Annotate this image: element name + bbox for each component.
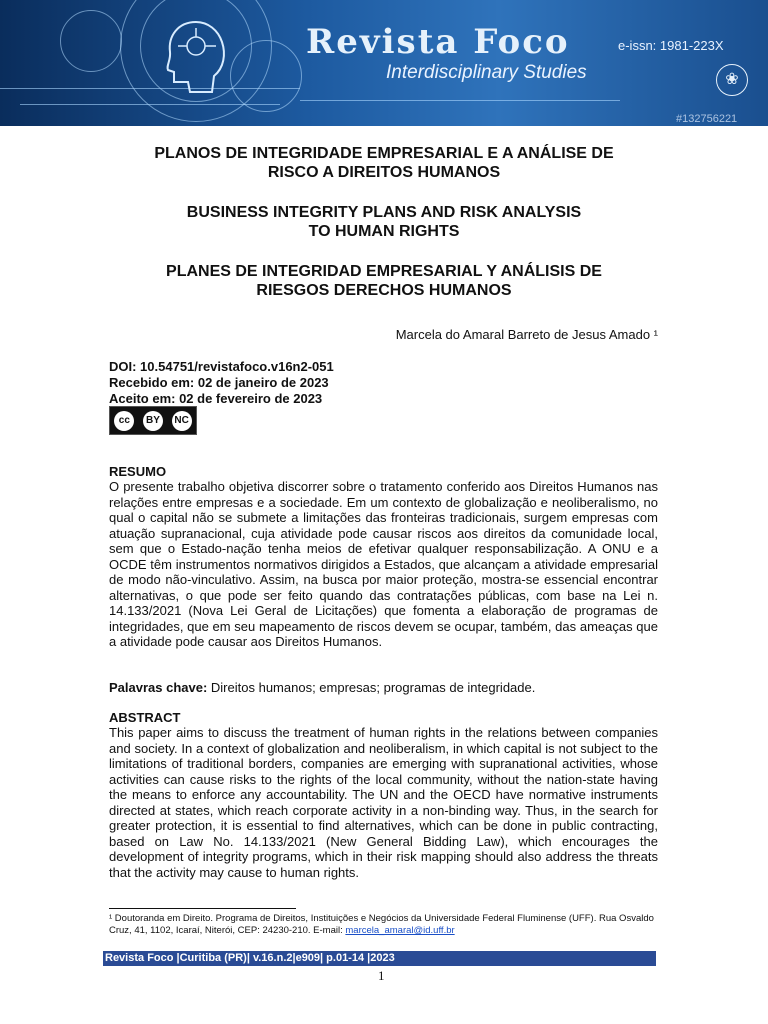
resumo-heading: RESUMO (109, 464, 167, 479)
abstract-heading: ABSTRACT (109, 710, 181, 725)
brain-head-icon (160, 16, 232, 96)
journal-title: Revista Foco (306, 22, 570, 62)
title-line: PLANES DE INTEGRIDAD EMPRESARIAL Y ANÁLISIS DE (166, 263, 602, 280)
resumo-text: O presente trabalho objetiva discorrer sobre o tratamento conferido aos Direitos Humanos nas relações entre empresas e a sociedade. Em um contexto de globalização e neoliberalismo, no qual o capital não se submete a limitações das fronteiras tradicionais, surgem empresas com atuação supranacional, cuja atividade pode causar riscos aos direitos da comunidade local, sem que o Estado-nação tenha meios de efetivar qualquer responsabilização. A ONU e a OCDE têm instrumentos normativos dirigidos a Estados, que alcançam a atividade empresarial de modo não-vinculativo. Assim, na busca por maior proteção, mostra-se essencial encontrar alternativas, o que pode ser feito quando das contratações públicas, com base na Lei n. 14.133/2021 (Nova Lei Geral de Licitações) que fomenta a elaboração de programas de integridades, que em seu mapeamento de riscos devem se ocupar, também, das ameaças que a atividade pode causar aos Direitos Humanos. (109, 479, 658, 649)
footnote-divider (109, 908, 296, 909)
article-metadata (109, 359, 334, 407)
title-portuguese (108, 144, 660, 182)
cc-icon: cc (114, 411, 134, 431)
title-line: BUSINESS INTEGRITY PLANS AND RISK ANALYSIS (186, 204, 582, 221)
decorative-line (20, 104, 280, 105)
decorative-line (0, 88, 300, 89)
footnote-text: ¹ Doutoranda em Direito. Programa de Direitos, Instituições e Negócios da Universidade Federal Fluminense (UFF). Rua Osvaldo Cruz, 41, 1102, Icaraí, Niterói, CEP: 24230-210. E-mail: (109, 913, 654, 936)
by-icon: BY (143, 411, 163, 431)
creative-commons-license-badge[interactable] (109, 406, 197, 435)
tree-emblem-icon: ❀ (716, 64, 748, 96)
footnote (109, 913, 659, 937)
journal-footer: Revista Foco |Curitiba (PR)| v.16.n.2|e909| p.01-14 |2023 (103, 951, 656, 966)
accepted-date: Aceito em: 02 de fevereiro de 2023 (109, 391, 323, 406)
author-email-link[interactable]: marcela_amaral@id.uff.br (345, 925, 455, 936)
nc-icon: NC (172, 411, 192, 431)
journal-banner (0, 0, 768, 126)
title-line: PLANOS DE INTEGRIDADE EMPRESARIAL E A ANÁLISE DE (154, 145, 614, 162)
issn-label: e-issn: 1981-223X (618, 38, 724, 53)
keywords (109, 680, 535, 695)
title-line: RIESGOS DERECHOS HUMANOS (256, 282, 512, 299)
doi[interactable]: DOI: 10.54751/revistafoco.v16n2-051 (109, 359, 334, 374)
decorative-circle (60, 10, 122, 72)
decorative-circle (230, 40, 302, 112)
keywords-text: Direitos humanos; empresas; programas de integridade. (207, 680, 536, 695)
decorative-line (300, 100, 620, 101)
title-line: TO HUMAN RIGHTS (308, 223, 460, 240)
author-name: Marcela do Amaral Barreto de Jesus Amado ¹ (395, 327, 658, 342)
received-date: Recebido em: 02 de janeiro de 2023 (109, 375, 329, 390)
title-english (108, 203, 660, 241)
title-spanish (108, 262, 660, 300)
title-line: RISCO A DIREITOS HUMANOS (267, 164, 501, 181)
keywords-label: Palavras chave: (109, 680, 208, 695)
image-code: #132756221 (676, 113, 738, 125)
page-number: 1 (378, 968, 385, 983)
abstract-text: This paper aims to discuss the treatment of human rights in the relations between companies and society. In a context of globalization and neoliberalism, in which capital is not subject to the limitations of traditional borders, companies are emerging with supranational activities, whose activities can cause risks to the rights of the local community, without the nation-state having the means to enforce any accountability. The UN and the OECD have normative instruments directed at states, which reach corporate activity in a non-binding way. Thus, in the search for greater protection, it is essential to find alternatives, which can be done in public contracting, based on Law No. 14.133/2021 (New General Bidding Law), which encourages the development of integrity programs, which in their risk mapping should also address the threats that the activity may cause to human rights. (109, 725, 658, 880)
journal-subtitle: Interdisciplinary Studies (386, 62, 587, 83)
